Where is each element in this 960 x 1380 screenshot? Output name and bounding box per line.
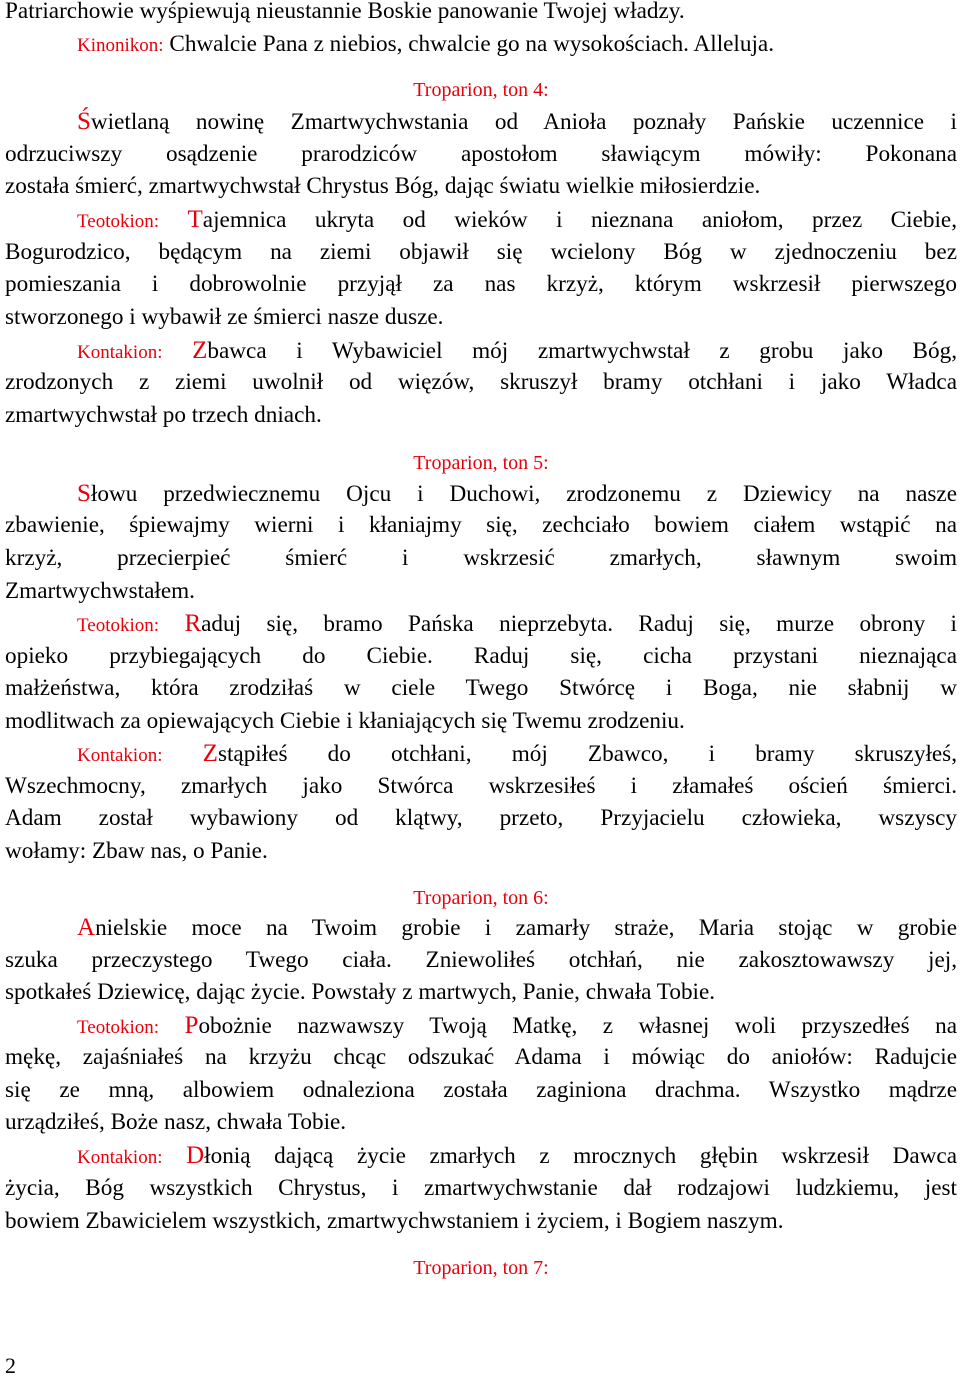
kontakion-ton6-line: Kontakion: Dłonią dającą życie zmarłych z mrocznych głębin wskrzesił Dawca xyxy=(77,1142,957,1169)
troparion-ton5-line: Zmartwychwstałem. xyxy=(5,578,195,604)
teotokion-ton4-line: Bogurodzico, będącym na ziemi objawił się wcielony Bóg w zjednoczeniu bez xyxy=(5,239,957,265)
drop-initial: Z xyxy=(192,337,208,364)
kontakion-label: Kontakion: xyxy=(77,342,163,363)
troparion-heading-ton7: Troparion, ton 7: xyxy=(413,1257,549,1279)
troparion-ton4-line: Świetlaną nowinę Zmartwychwstania od Anioła poznały Pańskie uczennice i xyxy=(77,108,957,135)
drop-initial: T xyxy=(187,206,203,233)
troparion-ton6-line: spotkałeś Dziewicę, dając życie. Powstały z martwych, Panie, chwała Tobie. xyxy=(5,979,716,1005)
teotokion-ton4-line: Teotokion: Tajemnica ukryta od wieków i nieznana aniołom, przez Ciebie, xyxy=(77,206,958,233)
kontakion-ton5-line: Wszechmocny, zmarłych jako Stwórca wskrzesiłeś i złamałeś oścień śmierci. xyxy=(5,773,957,799)
teotokion-ton4-line: stworzonego i wybawił ze śmierci nasze dusze. xyxy=(5,304,444,330)
kontakion-label: Kontakion: xyxy=(77,1147,163,1168)
kontakion-ton4-line: zmartwychwstał po trzech dniach. xyxy=(5,402,322,428)
teotokion-ton5-line: małżeństwa, która zrodziłaś w ciele Twego Stwórcę i Boga, nie słabnij w xyxy=(5,675,957,701)
teotokion-ton5-line: opieko przybiegających do Ciebie. Raduj się, cicha przystani nieznająca xyxy=(5,643,957,669)
page-number: 2 xyxy=(5,1353,16,1378)
teotokion-ton4-line: pomieszania i dobrowolnie przyjął za nas krzyż, którym wskrzesił pierwszego xyxy=(5,271,957,297)
kontakion-label: Kontakion: xyxy=(77,745,163,766)
teotokion-label: Teotokion: xyxy=(77,1017,160,1038)
kinonikon-label: Kinonikon: xyxy=(77,35,164,56)
teotokion-label: Teotokion: xyxy=(77,211,160,232)
teotokion-ton6-line: Teotokion: Pobożnie nazwawszy Twoją Matkę, z własnej woli przyszedłeś na xyxy=(77,1012,957,1039)
teotokion-ton5-line: Teotokion: Raduj się, bramo Pańska nieprzebyta. Raduj się, murze obrony i xyxy=(77,610,957,637)
drop-initial: S xyxy=(77,480,91,507)
teotokion-ton6-line: urządziłeś, Boże nasz, chwała Tobie. xyxy=(5,1109,347,1135)
drop-initial: R xyxy=(184,610,202,637)
troparion-heading-ton6: Troparion, ton 6: xyxy=(413,887,549,909)
teotokion-ton6-line: mękę, zajaśniałeś na krzyżu chcąc odszukać Adama i mówiąc do aniołów: Radujcie xyxy=(5,1044,957,1070)
drop-initial: Ś xyxy=(77,108,91,135)
kinonikon-line: Kinonikon: Chwalcie Pana z niebios, chwalcie go na wysokościach. Alleluja. xyxy=(77,31,774,57)
troparion-ton6-line: szuka przeczystego Twego ciała. Zniewoliłeś otchłań, nie zakosztowawszy jej, xyxy=(5,947,957,973)
kontakion-ton6-line: bowiem Zbawicielem wszystkich, zmartwychwstaniem i życiem, i Bogiem naszym. xyxy=(5,1208,784,1234)
kontakion-ton5-line: Kontakion: Zstąpiłeś do otchłani, mój Zbawco, i bramy skruszyłeś, xyxy=(77,740,957,767)
troparion-ton5-line: Słowu przedwiecznemu Ojcu i Duchowi, zrodzonemu z Dziewicy na nasze xyxy=(77,480,957,507)
troparion-heading-ton4: Troparion, ton 4: xyxy=(413,79,549,101)
troparion-ton4-line: została śmierć, zmartwychwstał Chrystus Bóg, dając światu wielkie miłosierdzie. xyxy=(5,173,761,199)
kontakion-ton5-line: wołamy: Zbaw nas, o Panie. xyxy=(5,838,268,864)
teotokion-label: Teotokion: xyxy=(77,615,160,636)
kontakion-ton4-line: Kontakion: Zbawca i Wybawiciel mój zmartwychwstał z grobu jako Bóg, xyxy=(77,337,957,364)
kontakion-ton6-line: życia, Bóg wszystkich Chrystus, i zmartwychwstanie dał rodzajowi ludzkiemu, jest xyxy=(5,1175,957,1201)
drop-initial: P xyxy=(184,1012,199,1039)
troparion-ton5-line: zbawienie, śpiewajmy wierni i kłaniajmy się, zechciało bowiem ciałem wstąpić na xyxy=(5,512,957,538)
drop-initial: D xyxy=(186,1142,205,1169)
teotokion-ton6-line: się ze mną, albowiem odnaleziona została zaginiona drachma. Wszystko mądrze xyxy=(5,1077,957,1103)
troparion-ton4-line: odrzuciwszy osądzenie prarodziców apostołom sławiącym mówiły: Pokonana xyxy=(5,141,957,167)
drop-initial: A xyxy=(77,914,96,941)
kontakion-ton5-line: Adam został wybawiony od klątwy, przeto, Przyjacielu człowieka, wszyscy xyxy=(5,805,957,831)
text-line: Patriarchowie wyśpiewują nieustannie Boskie panowanie Twojej władzy. xyxy=(5,0,685,24)
drop-initial: Z xyxy=(202,740,218,767)
teotokion-ton5-line: modlitwach za opiewających Ciebie i kłaniających się Twemu zrodzeniu. xyxy=(5,708,685,734)
troparion-ton5-line: krzyż, przecierpieć śmierć i wskrzesić zmarłych, sławnym swoim xyxy=(5,545,957,571)
troparion-heading-ton5: Troparion, ton 5: xyxy=(413,452,549,474)
troparion-ton6-line: Anielskie moce na Twoim grobie i zamarły straże, Maria stojąc w grobie xyxy=(77,914,957,941)
kontakion-ton4-line: zrodzonych z ziemi uwolnił od więzów, skruszył bramy otchłani i jako Władca xyxy=(5,369,957,395)
